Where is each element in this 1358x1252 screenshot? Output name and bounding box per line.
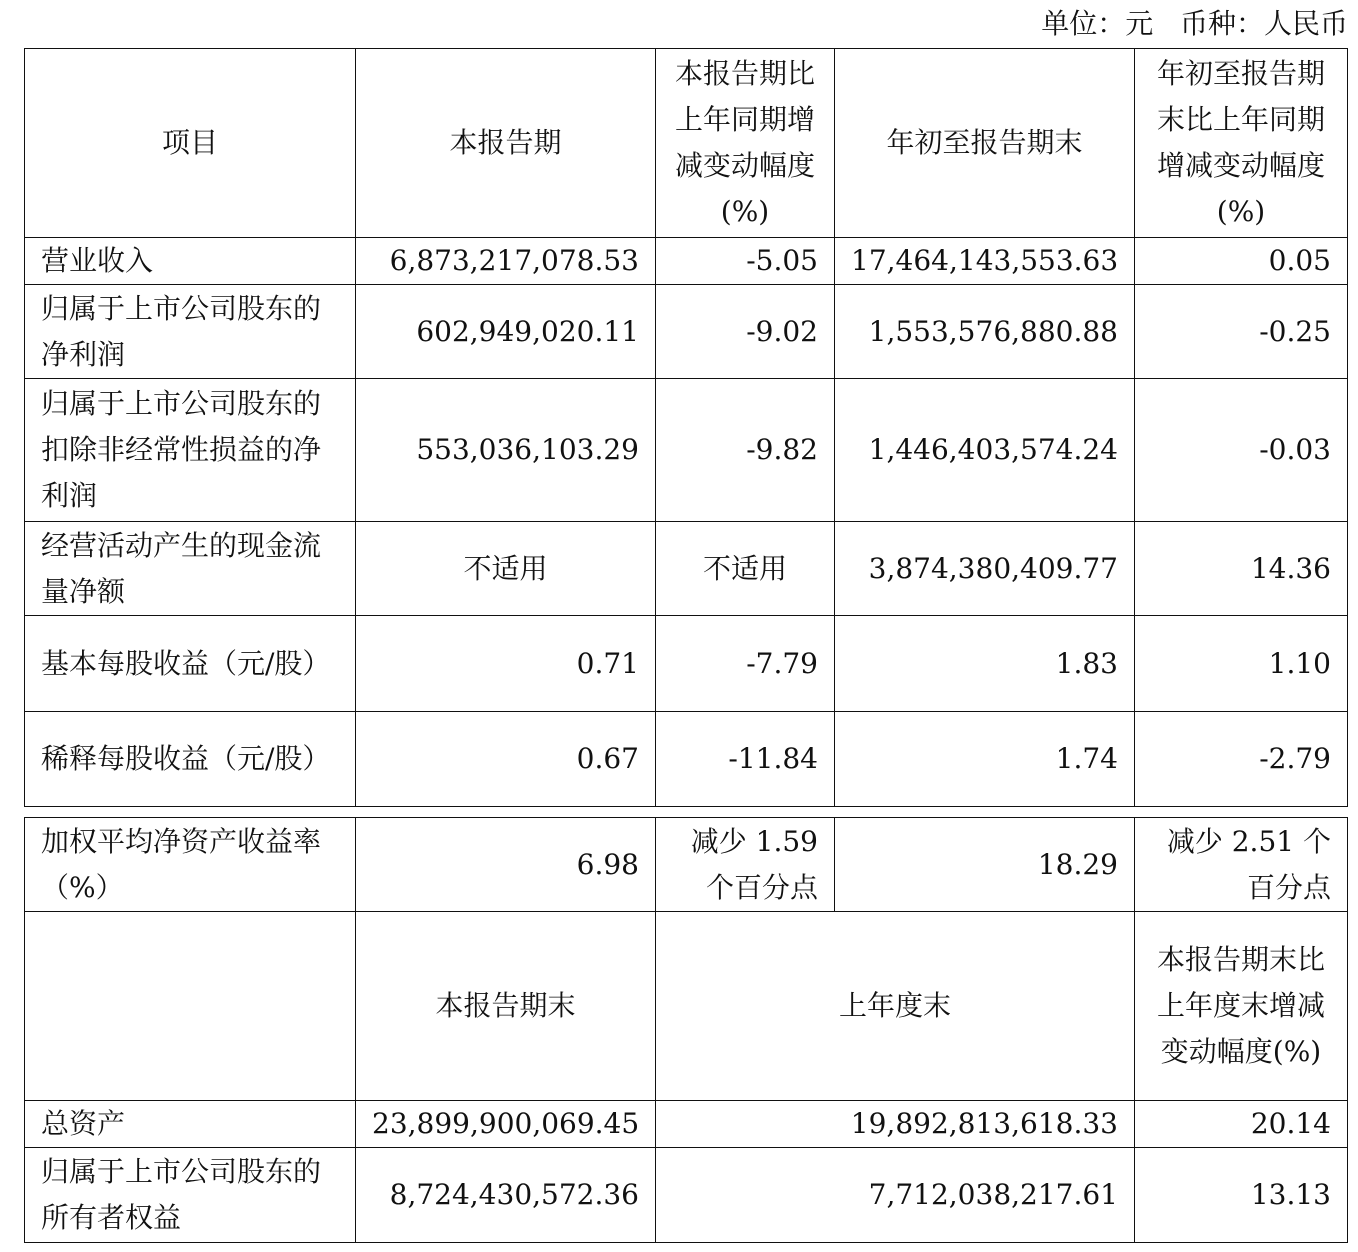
cell-ytd: 17,464,143,553.63 — [835, 238, 1135, 285]
cell-current-change: 不适用 — [656, 522, 835, 616]
row-label: 基本每股收益（元/股） — [25, 616, 356, 712]
header-blank — [25, 912, 356, 1101]
cell-current-period: 6.98 — [356, 818, 656, 912]
header-ytd: 年初至报告期末 — [835, 49, 1135, 238]
table-row — [25, 238, 1348, 285]
row-label: 归属于上市公司股东的所有者权益 — [25, 1148, 356, 1243]
header-change: 本报告期末比上年度末增减变动幅度(%) — [1135, 912, 1348, 1101]
table-row — [25, 616, 1348, 712]
cell-change: 13.13 — [1135, 1148, 1348, 1243]
header-current-period: 本报告期 — [356, 49, 656, 238]
unit-currency-note: 单位：元 币种：人民币 — [1041, 7, 1348, 40]
header-period-end: 本报告期末 — [356, 912, 656, 1101]
cell-current-change: -11.84 — [656, 712, 835, 807]
table-row — [25, 1101, 1348, 1148]
table-header-row — [25, 49, 1348, 238]
row-label: 加权平均净资产收益率（%） — [25, 818, 356, 912]
cell-current-change: -9.82 — [656, 379, 835, 522]
cell-current-period: 不适用 — [356, 522, 656, 616]
table-header-row — [25, 912, 1348, 1101]
financial-summary-table — [24, 48, 1348, 807]
cell-ytd-change: 1.10 — [1135, 616, 1348, 712]
cell-current-period: 0.67 — [356, 712, 656, 807]
cell-ytd-change: -0.03 — [1135, 379, 1348, 522]
table-row — [25, 285, 1348, 379]
header-ytd-change: 年初至报告期末比上年同期增减变动幅度(%) — [1135, 49, 1348, 238]
row-label: 归属于上市公司股东的扣除非经常性损益的净利润 — [25, 379, 356, 522]
cell-current-period: 602,949,020.11 — [356, 285, 656, 379]
cell-current-change: -7.79 — [656, 616, 835, 712]
cell-ytd: 18.29 — [835, 818, 1135, 912]
row-label: 经营活动产生的现金流量净额 — [25, 522, 356, 616]
header-prior-year-end: 上年度末 — [656, 912, 1135, 1101]
row-label: 总资产 — [25, 1101, 356, 1148]
cell-prior-year-end: 19,892,813,618.33 — [656, 1101, 1135, 1148]
cell-current-period: 0.71 — [356, 616, 656, 712]
cell-ytd-change: 14.36 — [1135, 522, 1348, 616]
cell-ytd: 1.74 — [835, 712, 1135, 807]
cell-current-change: -5.05 — [656, 238, 835, 285]
cell-prior-year-end: 7,712,038,217.61 — [656, 1148, 1135, 1243]
table-row — [25, 1148, 1348, 1243]
cell-ytd: 3,874,380,409.77 — [835, 522, 1135, 616]
cell-ytd: 1,446,403,574.24 — [835, 379, 1135, 522]
cell-ytd: 1.83 — [835, 616, 1135, 712]
table-row — [25, 712, 1348, 807]
cell-period-end: 23,899,900,069.45 — [356, 1101, 656, 1148]
table-row-roe — [25, 818, 1348, 912]
cell-period-end: 8,724,430,572.36 — [356, 1148, 656, 1243]
balance-summary-table — [24, 817, 1348, 1243]
table-row — [25, 522, 1348, 616]
cell-change: 20.14 — [1135, 1101, 1348, 1148]
header-item: 项目 — [25, 49, 356, 238]
table-row — [25, 379, 1348, 522]
row-label: 营业收入 — [25, 238, 356, 285]
cell-ytd-change: -2.79 — [1135, 712, 1348, 807]
cell-ytd-change: 减少 2.51 个百分点 — [1135, 818, 1348, 912]
cell-ytd: 1,553,576,880.88 — [835, 285, 1135, 379]
row-label: 归属于上市公司股东的净利润 — [25, 285, 356, 379]
cell-ytd-change: -0.25 — [1135, 285, 1348, 379]
cell-current-period: 6,873,217,078.53 — [356, 238, 656, 285]
cell-current-change: 减少 1.59 个百分点 — [656, 818, 835, 912]
header-current-period-change: 本报告期比上年同期增减变动幅度(%) — [656, 49, 835, 238]
cell-current-period: 553,036,103.29 — [356, 379, 656, 522]
cell-current-change: -9.02 — [656, 285, 835, 379]
row-label: 稀释每股收益（元/股） — [25, 712, 356, 807]
cell-ytd-change: 0.05 — [1135, 238, 1348, 285]
